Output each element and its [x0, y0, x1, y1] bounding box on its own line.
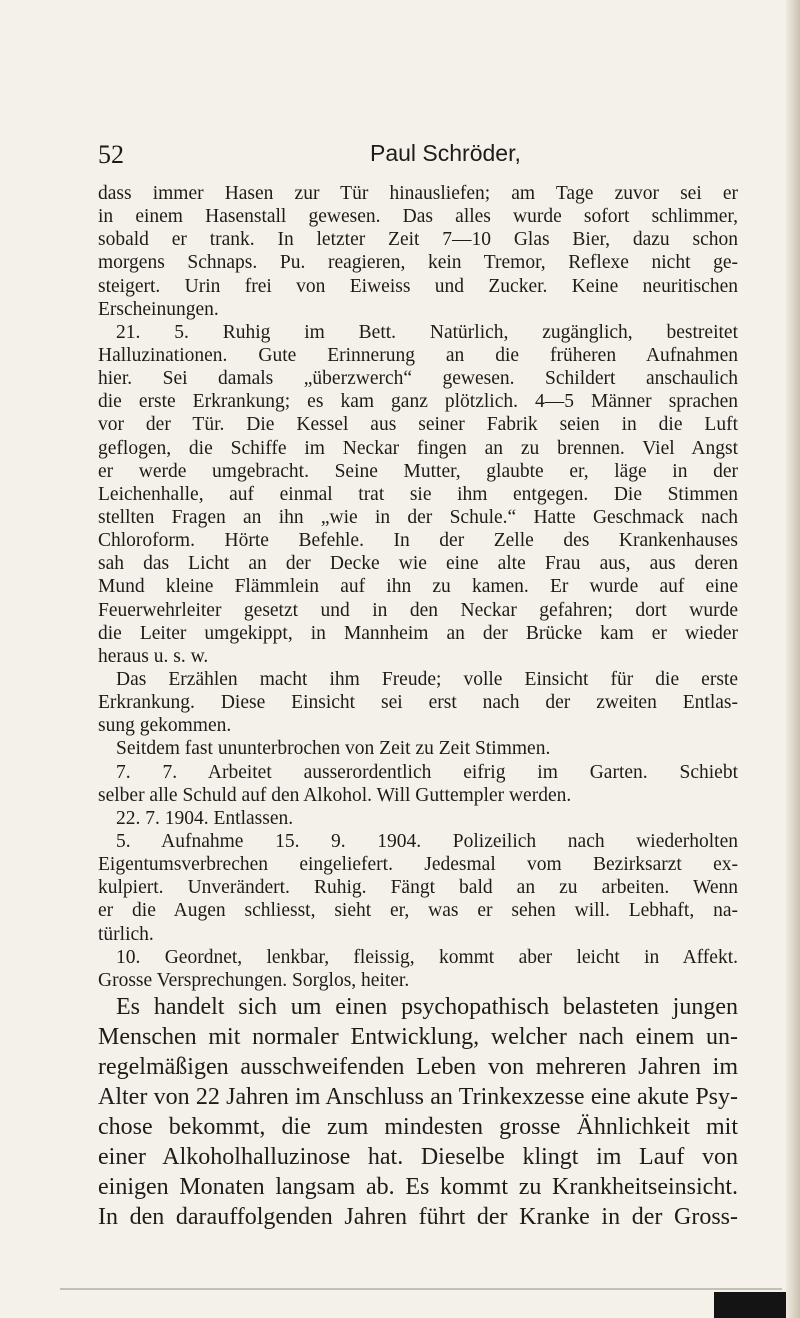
running-head: Paul Schröder, — [370, 140, 521, 166]
text-line: 22. 7. 1904. Entlassen. — [116, 807, 294, 829]
text-line: hier. Sei damals „überzwerch“ gewesen. Schildert anschaulich — [98, 368, 738, 390]
text-line: in einem Hasenstall gewesen. Das alles wurde sofort schlimmer, — [98, 206, 738, 228]
page-header — [98, 134, 738, 174]
text-line: Chloroform. Hörte Befehle. In der Zelle des Krankenhauses — [98, 530, 738, 552]
text-line: einigen Monaten langsam ab. Es kommt zu Krankheitseinsicht. — [98, 1173, 738, 1200]
text-line: heraus u. s. w. — [98, 645, 209, 667]
text-line: 10. Geordnet, lenkbar, fleissig, kommt aber leicht in Affekt. — [116, 946, 738, 968]
text-line: chose bekommt, die zum mindesten grosse Ähnlichkeit mit — [98, 1113, 738, 1140]
text-line: Leichenhalle, auf einmal trat sie ihm entgegen. Die Stimmen — [98, 483, 738, 505]
text-line: türlich. — [98, 923, 154, 945]
text-line: vor der Tür. Die Kessel aus seiner Fabrik seien in die Luft — [98, 414, 738, 436]
text-line: Feuerwehrleiter gesetzt und in den Neckar gefahren; dort wurde — [98, 599, 738, 621]
page-edge-shadow — [786, 0, 800, 1318]
text-line: 5. Aufnahme 15. 9. 1904. Polizeilich nach wiederholten — [116, 830, 738, 852]
text-line: er werde umgebracht. Seine Mutter, glaubte er, läge in der — [98, 460, 738, 482]
text-line: sobald er trank. In letzter Zeit 7—10 Glas Bier, dazu schon — [98, 229, 738, 251]
text-line: Erkrankung. Diese Einsicht sei erst nach der zweiten Entlas- — [98, 692, 738, 714]
text-line: Es handelt sich um einen psychopathisch belasteten jungen — [116, 993, 738, 1020]
text-line: stellten Fragen an ihn „wie in der Schule.“ Hatte Geschmack nach — [98, 506, 738, 528]
text-line: In den darauffolgenden Jahren führt der Kranke in der Gross- — [98, 1203, 738, 1230]
text-line: Grosse Versprechungen. Sorglos, heiter. — [98, 969, 410, 991]
text-line: kulpiert. Unverändert. Ruhig. Fängt bald an zu arbeiten. Wenn — [98, 877, 738, 899]
text-line: Menschen mit normaler Entwicklung, welcher nach einem un- — [98, 1023, 738, 1050]
text-line: dass immer Hasen zur Tür hinausliefen; am Tage zuvor sei er — [98, 183, 738, 204]
text-line: er die Augen schliesst, sieht er, was er sehen will. Lebhaft, na- — [98, 900, 738, 922]
text-line: Alter von 22 Jahren im Anschluss an Trinkexzesse eine akute Psy- — [98, 1083, 738, 1110]
page-number: 52 — [98, 140, 124, 169]
text-line: Das Erzählen macht ihm Freude; volle Einsicht für die erste — [116, 668, 738, 690]
text-line: regelmäßigen ausschweifenden Leben von mehreren Jahren im — [98, 1053, 738, 1080]
text-line: steigert. Urin frei von Eiweiss und Zucker. Keine neuritischen — [98, 275, 738, 297]
text-line: selber alle Schuld auf den Alkohol. Will Guttempler werden. — [98, 784, 572, 806]
text-line: morgens Schnaps. Pu. reagieren, kein Tremor, Reflexe nicht ge- — [98, 252, 738, 274]
text-line: Halluzinationen. Gute Erinnerung an die früheren Aufnahmen — [98, 344, 738, 366]
bottom-divider — [60, 1288, 782, 1290]
text-line: die Leiter umgekippt, in Mannheim an der Brücke kam er wieder — [98, 622, 738, 644]
text-line: Seitdem fast ununterbrochen von Zeit zu Zeit Stimmen. — [116, 738, 551, 760]
text-line: die erste Erkrankung; es kam ganz plötzlich. 4—5 Männer sprachen — [98, 391, 738, 413]
text-line: 7. 7. Arbeitet ausserordentlich eifrig im Garten. Schiebt — [116, 761, 738, 783]
text-line: Erscheinungen. — [98, 298, 219, 320]
text-line: 21. 5. Ruhig im Bett. Natürlich, zugänglich, bestreitet — [116, 321, 738, 343]
page-body — [98, 182, 738, 1232]
text-line: sung gekommen. — [98, 715, 232, 737]
summary-paragraph — [98, 992, 738, 1232]
text-line: Eigentumsverbrechen eingeliefert. Jedesmal vom Bezirksarzt ex- — [98, 854, 738, 876]
text-line: Mund kleine Flämmlein auf ihn zu kamen. Er wurde auf eine — [98, 576, 738, 598]
text-line: geflogen, die Schiffe im Neckar fingen an zu brennen. Viel Angst — [98, 437, 738, 459]
scan-corner-mark — [714, 1292, 786, 1318]
text-line: sah das Licht an der Decke wie eine alte Frau aus, aus deren — [98, 553, 738, 575]
text-line: einer Alkoholhalluzinose hat. Dieselbe klingt im Lauf von — [98, 1143, 738, 1170]
